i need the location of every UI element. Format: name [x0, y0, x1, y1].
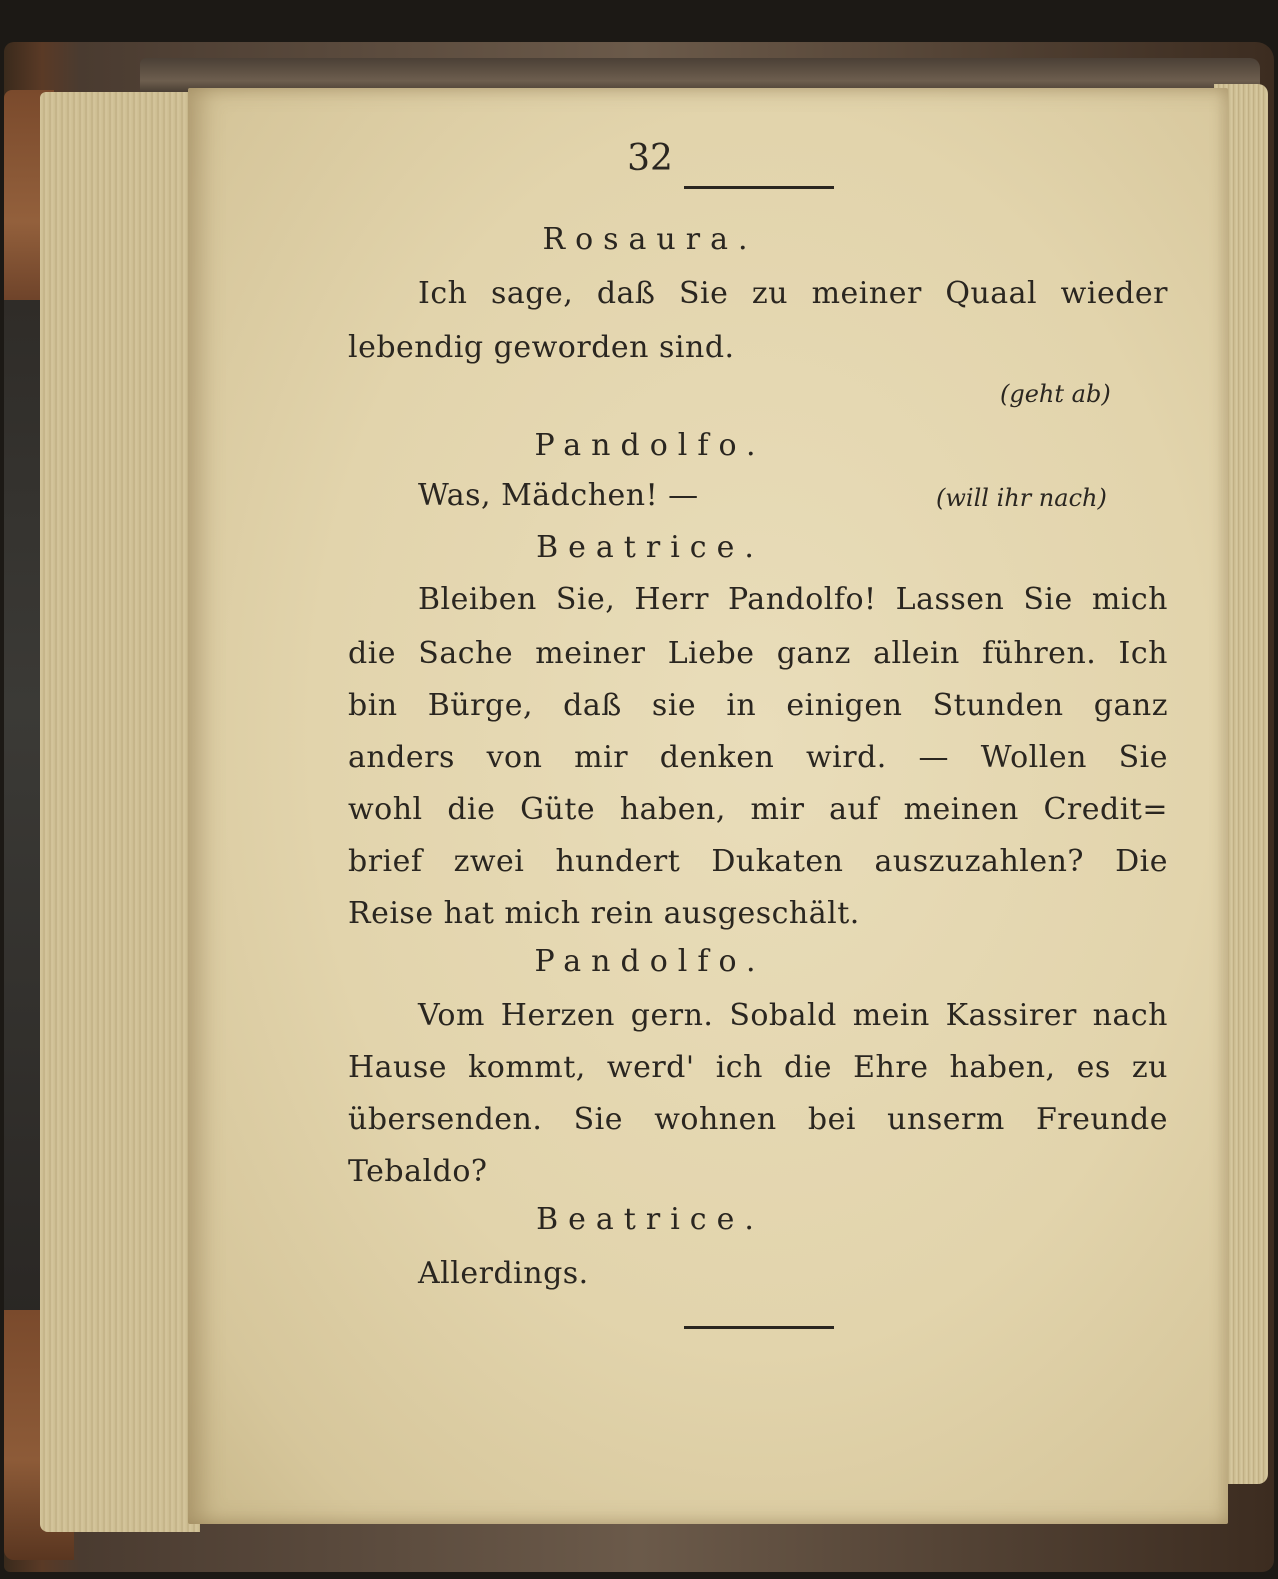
stage-direction: (geht ab) [1000, 380, 1111, 408]
dialogue-line: bin Bürge, daß sie in einigen Stunden ganz [348, 688, 1168, 723]
dialogue-line: Bleiben Sie, Herr Pandolfo! Lassen Sie mich [418, 582, 1168, 617]
dialogue-line: Allerdings. [418, 1256, 589, 1291]
dialogue-line: Reise hat mich rein ausgeschält. [348, 896, 860, 931]
speaker-name: Beatrice. [536, 530, 764, 565]
dialogue-line: anders von mir denken wird. — Wollen Sie [348, 740, 1168, 775]
dialogue-line: brief zwei hundert Dukaten auszuzahlen? Die [348, 844, 1168, 879]
page-number: 32 [627, 138, 673, 179]
dialogue-line: Was, Mädchen! — [418, 478, 699, 513]
speaker-name: Pandolfo. [534, 944, 766, 979]
dialogue-line: Hause kommt, werd' ich die Ehre haben, es zu [348, 1050, 1168, 1085]
dialogue-line: übersenden. Sie wohnen bei unserm Freunde [348, 1102, 1168, 1137]
dialogue-line: Tebaldo? [348, 1154, 488, 1189]
speaker-name: Beatrice. [536, 1202, 764, 1237]
dialogue-line: lebendig geworden sind. [348, 330, 735, 365]
speaker-name: Pandolfo. [534, 428, 766, 463]
header-rule [684, 186, 834, 189]
dialogue-line: Ich sage, daß Sie zu meiner Quaal wieder [418, 276, 1168, 311]
stage-direction: (will ihr nach) [936, 484, 1107, 512]
speaker-name: Rosaura. [542, 222, 758, 257]
dialogue-line: wohl die Güte haben, mir auf meinen Credit= [348, 792, 1168, 827]
dialogue-line: Vom Herzen gern. Sobald mein Kassirer nach [418, 998, 1168, 1033]
footer-rule [684, 1326, 834, 1329]
page-stack-left [40, 92, 200, 1532]
dialogue-line: die Sache meiner Liebe ganz allein führen. Ich [348, 636, 1168, 671]
